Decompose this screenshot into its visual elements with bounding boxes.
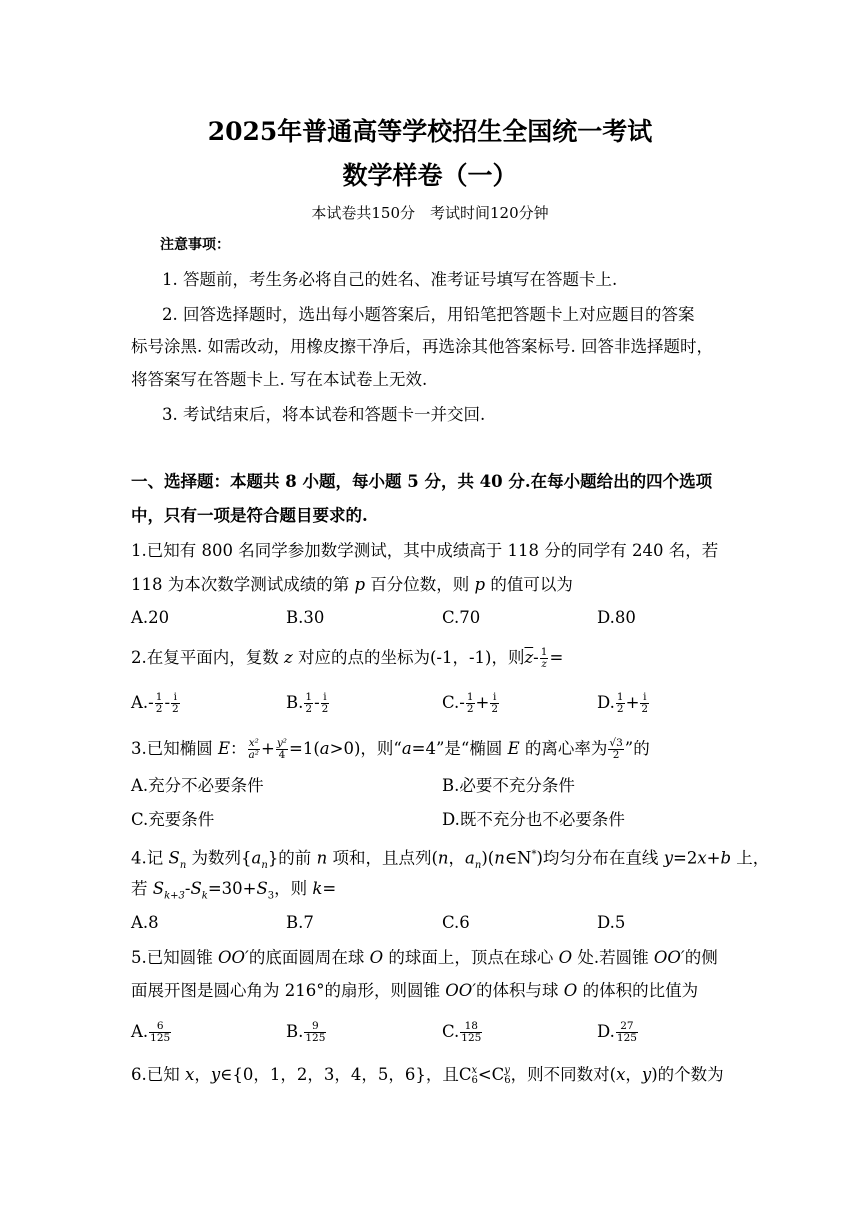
exam-subtitle: 数学样卷（一） xyxy=(342,161,518,190)
q1-option-b: B.30 xyxy=(286,608,325,627)
q6-stem: 6.已知 x，y∈{0，1，2，3，4，5，6}，且C x 6 <C y 6 ，则不同数对(x，y)的个数为 xyxy=(131,1064,724,1086)
q4-option-c: C.6 xyxy=(442,913,470,932)
note-2-line-1: 2. 回答选择题时，选出每小题答案后，用铅笔把答题卡上对应题目的答案 xyxy=(162,305,695,324)
q3-option-c: C.充要条件 xyxy=(131,810,215,829)
section-heading-line-1: 一、选择题：本题共 8 小题，每小题 5 分，共 40 分.在每小题给出的四个选项 xyxy=(131,472,713,491)
q2-option-b: B. $\frac{1}{2}$ - $\frac{i}{2}$ xyxy=(286,691,329,715)
q5-option-a: A. $\frac{6}{125}$ xyxy=(131,1020,171,1044)
q5-option-b: B. $\frac{9}{125}$ xyxy=(286,1020,326,1044)
q3-option-d: D.既不充分也不必要条件 xyxy=(442,810,625,829)
section-heading-line-2: 中，只有一项是符合题目要求的. xyxy=(131,506,368,525)
q5-stem-line-1: 5.已知圆锥 OO′的底面圆周在球 O 的球面上，顶点在球心 O 处.若圆锥 OO′的侧 xyxy=(131,948,718,967)
exam-title: 2025年普通高等学校招生全国统一考试 xyxy=(207,117,653,146)
q1-option-a: A.20 xyxy=(131,608,170,627)
note-1: 1. 答题前，考生务必将自己的姓名、准考证号填写在答题卡上. xyxy=(162,270,618,289)
q1-stem-line-1: 1.已知有 800 名同学参加数学测试，其中成绩高于 118 分的同学有 240 名，若 xyxy=(131,541,719,560)
note-2-line-2: 标号涂黑. 如需改动，用橡皮擦干净后，再选涂其他答案标号. 回答非选择题时， xyxy=(131,337,713,356)
q1-option-c: C.70 xyxy=(442,608,481,627)
q5-option-c: C. $\frac{18}{125}$ xyxy=(442,1020,482,1044)
note-2-line-3: 将答案写在答题卡上. 写在本试卷上无效. xyxy=(131,370,428,389)
q3-option-a: A.充分不必要条件 xyxy=(131,776,264,795)
notes-heading: 注意事项： xyxy=(160,237,230,253)
q2-option-a: A.- $\frac{1}{2}$ - $\frac{i}{2}$ xyxy=(131,691,179,715)
q4-option-a: A.8 xyxy=(131,913,159,932)
note-3: 3. 考试结束后，将本试卷和答题卡一并交回. xyxy=(162,405,486,424)
q4-stem-line-2: 若 $S_{k+3}-S_k=30+S_3$，则 k= xyxy=(131,879,337,902)
q3-option-b: B.必要不充分条件 xyxy=(442,776,575,795)
q2-option-c: C.- $\frac{1}{2}$ + $\frac{i}{2}$ xyxy=(442,691,499,715)
q3-stem: 3.已知椭圆 E： $\frac{\text{x²}}{\text{a²}}$ + $\frac{\text{y²}}{4}$ =1(a>0)，则“a=4”是“椭圆 E 的离心率为 $\frac{√3}{2}$ ”的 xyxy=(131,737,650,761)
q5-stem-line-2: 面展开图是圆心角为 216°的扇形，则圆锥 OO′的体积与球 O 的体积的比值为 xyxy=(131,981,699,1000)
q2-stem: 2.在复平面内，复数 z 对应的点的坐标为(-1，-1)，则$\overline{z}-$ $\frac{1}{z}$ = xyxy=(131,646,564,670)
q4-stem-line-1: 4.记 $S_n$ 为数列$\{a_n\}$的前 n 项和，且点列(n，$a_n)(n\in N^*)$均匀分布在直线 y=2x+b 上， xyxy=(131,848,770,871)
exam-info: 本试卷共150分 考试时间120分钟 xyxy=(311,204,549,222)
q2-option-d: D. $\frac{1}{2}$ + $\frac{i}{2}$ xyxy=(597,691,649,715)
q1-option-d: D.80 xyxy=(597,608,636,627)
q4-option-d: D.5 xyxy=(597,913,626,932)
q5-option-d: D. $\frac{27}{125}$ xyxy=(597,1020,637,1044)
q1-stem-line-2: 118 为本次数学测试成绩的第 p 百分位数，则 p 的值可以为 xyxy=(131,575,573,594)
q4-option-b: B.7 xyxy=(286,913,314,932)
